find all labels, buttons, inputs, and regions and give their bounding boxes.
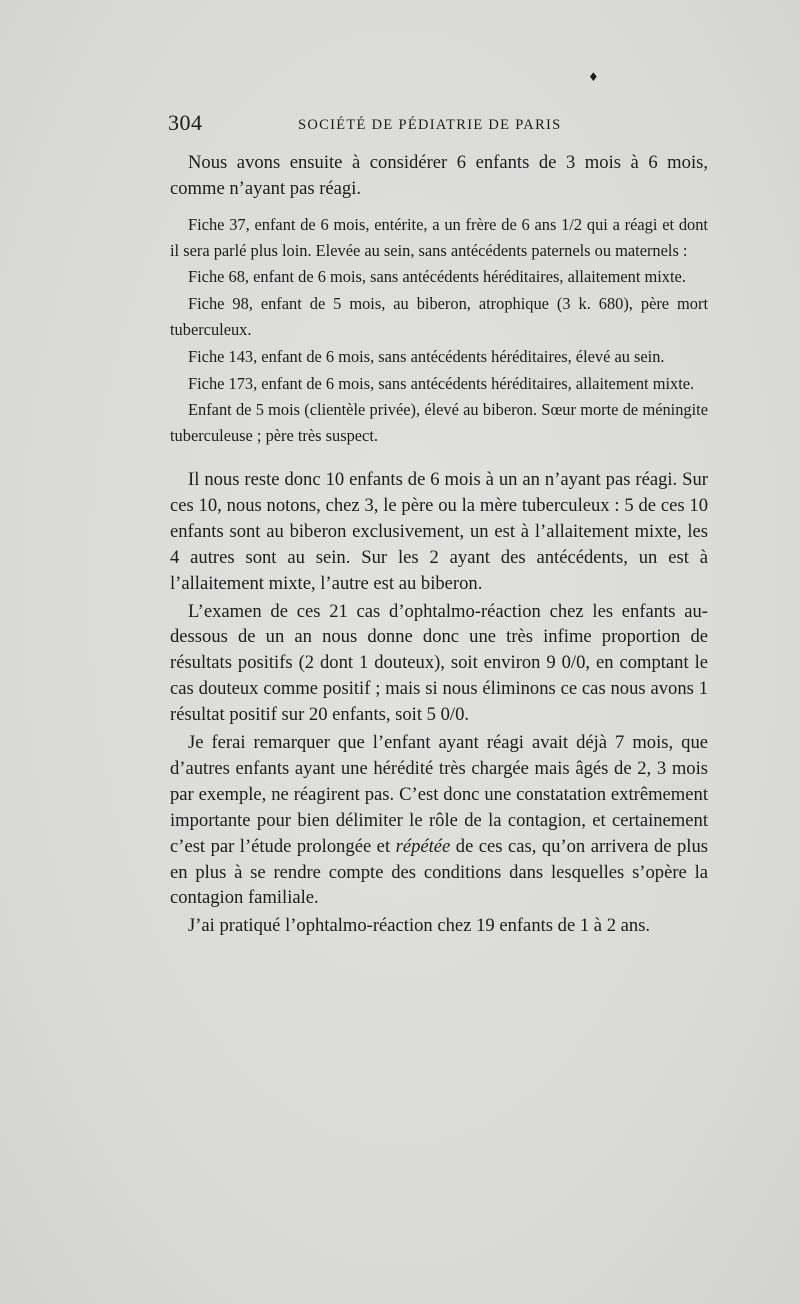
running-head: SOCIÉTÉ DE PÉDIATRIE DE PARIS [298, 117, 562, 133]
paragraph-fiche-37: Fiche 37, enfant de 6 mois, entérite, a un frère de 6 ans 1/2 qui a réagi et dont il sera parlé plus loin. Elevée au sein, sans antécédents paternels ou maternels : [170, 214, 708, 260]
paragraph-one-to-two-years: J’ai pratiqué l’ophtalmo-réaction chez 19 enfants de 1 à 2 ans. [188, 915, 651, 937]
ornament-mark: ♦ [588, 70, 599, 84]
emphasis-repetee: répétée [395, 835, 451, 857]
paragraph-fiche-98: Fiche 98, enfant de 5 mois, au biberon, atrophique (3 k. 680), père mort tuberculeux. [170, 294, 708, 339]
paragraph-examination-summary: L’examen de ces 21 cas d’ophtalmo-réaction chez les enfants au-dessous de un an nous donne donc une très infime proportion de résultats positifs (2 dont 1 douteux), soit environ 9 0/0, en comptant le cas douteux comme positif ; mais si nous éliminons ce cas nous avons 1 résultat positif sur 20 enfants, soit 5 0/0. [170, 600, 708, 726]
discussion-block [170, 467, 708, 939]
paragraph-fiche-68: Fiche 68, enfant de 6 mois, sans antécédents héréditaires, allaitement mixte. [188, 267, 686, 287]
page-header [168, 70, 708, 140]
paragraph-remaining-children: Il nous reste donc 10 enfants de 6 mois à un an n’ayant pas réagi. Sur ces 10, nous notons, chez 3, le père ou la mère tuberculeux : 5 de ces 10 enfants sont au biberon exclusivement, un est à l’allaitement mixte, les 4 autres sont au sein. Sur les 2 ayant des antécédents, un est à l’allaitement mixte, l’autre est au biberon. [170, 468, 708, 594]
case-list [170, 212, 708, 449]
remark-text-start: Je ferai remarquer que l’enfant ayant réagi avait déjà 7 mois, que d’autres enfants ayant une hérédité très chargée mais âgés de 2, 3 mois par exemple, ne réagirent pas. C’est donc une constatation extrêmement importante pour bien délimiter le rôle de la contagion, et certainement c’est par l’étude prolongée et [170, 732, 708, 857]
page-number: 304 [168, 110, 203, 135]
paragraph-fiche-173: Fiche 173, enfant de 6 mois, sans antécédents héréditaires, allaitement mixte. [188, 373, 695, 393]
remark-text-end: de ces cas, qu’on arrivera de plus en plus à se rendre compte des conditions dans lesquelles s’opère la contagion familiale. [170, 835, 708, 909]
paragraph-intro: Nous avons ensuite à considérer 6 enfants de 3 mois à 6 mois, comme n’ayant pas réagi. [170, 152, 708, 199]
intro-block [170, 150, 708, 202]
paragraph-private-case: Enfant de 5 mois (clientèle privée), élevé au biberon. Sœur morte de méningite tuberculeuse ; père très suspect. [170, 400, 708, 446]
paragraph-fiche-143: Fiche 143, enfant de 6 mois, sans antécédents héréditaires, élevé au sein. [188, 346, 665, 366]
paragraph-remark [170, 730, 708, 911]
body-text [170, 150, 708, 939]
